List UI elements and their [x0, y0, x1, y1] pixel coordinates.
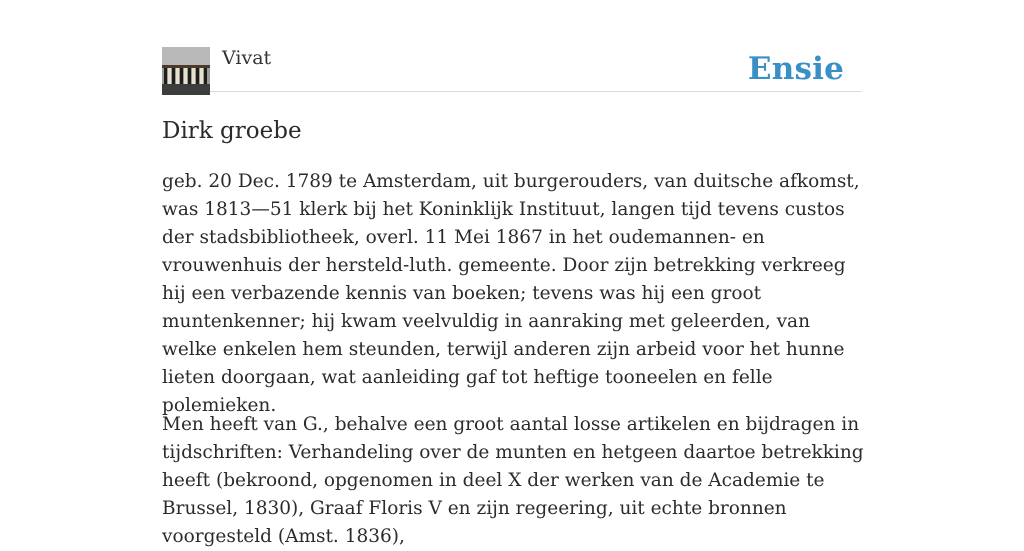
article-paragraph: Men heeft van G., behalve een groot aantal losse artikelen en bijdragen in tijdschriften: Verhandeling over de munten en hetgeen daartoe betrekking heeft (bekroond, opgenomen in deel X der werken van de Academie te Brussel, 1830), Graaf Floris V en zijn regeering, uit echte bronnen voorgesteld (Amst. 1836), [162, 414, 864, 547]
page-title: Dirk groebe [162, 118, 302, 144]
bookshelf-icon [162, 47, 210, 95]
source-name[interactable]: Vivat [222, 47, 272, 69]
brand-logo[interactable]: Ensie [747, 51, 844, 87]
article-paragraph: geb. 20 Dec. 1789 te Amsterdam, uit burgerouders, van duitsche afkomst, was 1813—51 klerk bij het Koninklijk Instituut, langen tijd tevens custos der stadsbibliotheek, overl. 11 Mei 1867 in het oudemannen- en vrouwenhuis der hersteld-luth. gemeente. Door zijn betrekking verkreeg hij een verbazende kennis van boeken; tevens was hij een groot muntenkenner; hij kwam veelvuldig in aanraking met geleerden, van welke enkelen hem steunden, terwijl anderen zijn arbeid voor het hunne lieten doorgaan, wat aanleiding gaf tot heftige tooneelen en felle polemieken. [162, 171, 860, 416]
article-container [162, 0, 864, 547]
source-avatar[interactable] [162, 47, 210, 95]
header [162, 0, 862, 92]
